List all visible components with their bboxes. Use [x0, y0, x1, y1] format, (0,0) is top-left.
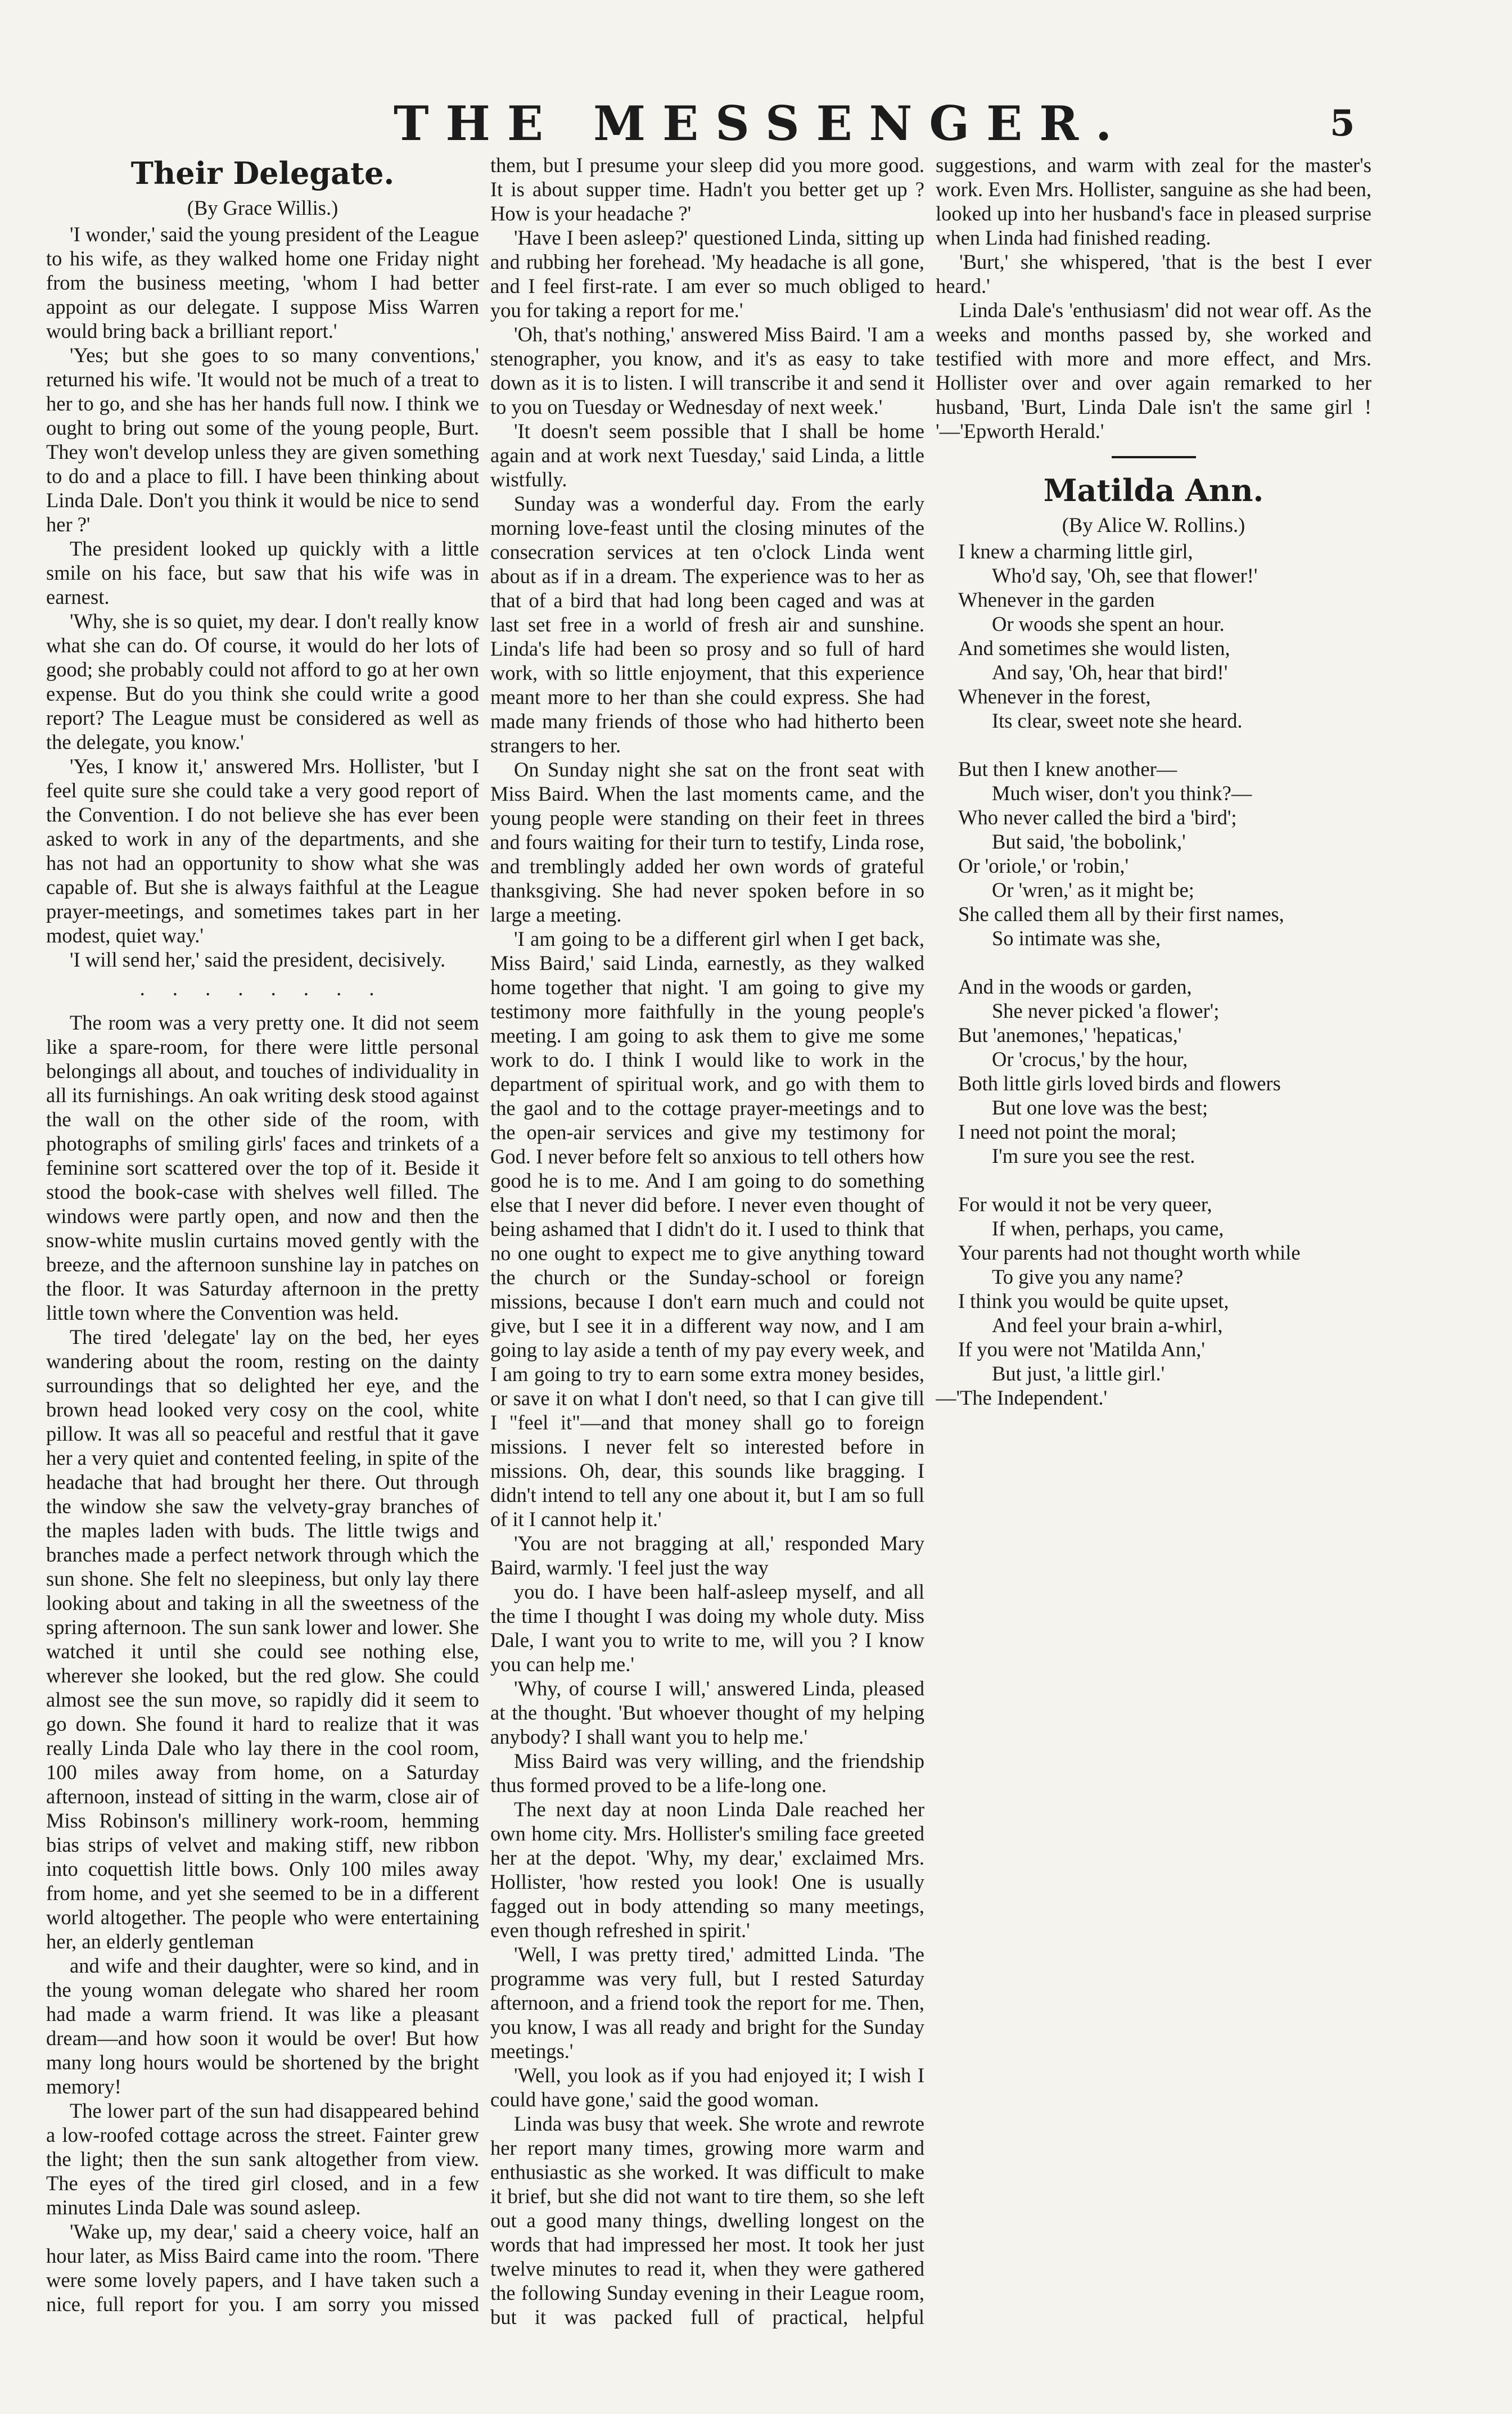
poem-line: Whenever in the forest, [958, 685, 1151, 708]
paragraph: The room was a very pretty one. It did not seem like a spare-room, for there were little personal belongings all about, and touches of individuality in all its furnishings. An oak writing desk stood against the wall on the other side of the room, with photographs of smiling girls' faces and trinkets of a feminine sort scattered over the top of it. Beside it stood the book-case with shelves well filled. The windows were partly open, and now and then the snow-white muslin curtains moved gently with the breeze, and the afternoon sunshine lay in patches on the floor. It was Saturday afternoon in the pretty little town where the Convention was held. [46, 1011, 479, 1324]
column-2 [490, 153, 924, 2335]
column-1 [46, 153, 479, 2335]
poem-line: Or 'wren,' as it might be; [992, 878, 1194, 901]
paragraph: 'Yes; but she goes to so many conventions,' returned his wife. 'It would not be much of a treat to her to go, and she has her hands full now. I think we ought to bring out some of the young people, Burt. They won't develop unless they are given something to do and a place to fill. I have been thinking about Linda Dale. Don't you think it would be nice to send her ?' [46, 344, 479, 536]
paragraph: Linda Dale's 'enthusiasm' did not wear off. As the weeks and months passed by, she worked and testified with more and more effect, and Mrs. Hollister over and over again remarked to her husband, 'Burt, Linda Dale isn't the same girl ! '—'Epworth Herald.' [936, 299, 1371, 443]
poem-line: And say, 'Oh, hear that bird!' [992, 661, 1228, 684]
poem-line: But 'anemones,' 'hepaticas,' [958, 1023, 1182, 1046]
paragraph: 'Well, I was pretty tired,' admitted Linda. 'The programme was very full, but I rested Saturday afternoon, and a friend took the report for me. Then, you know, I was all ready and bright for the Sunday meetings.' [490, 1943, 924, 2063]
paragraph: The lower part of the sun had disappeared behind a low-roofed cottage across the street. Fainter grew the light; then the sun sank altogether from view. The eyes of the tired girl closed, and in a few minutes Linda Dale was sound asleep. [46, 2099, 479, 2219]
poem-line: Its clear, sweet note she heard. [992, 709, 1243, 732]
paragraph: and wife and their daughter, were so kind, and in the young woman delegate who shared her room had made a warm friend. It was like a pleasant dream—and how soon it would be over! But how many long hours would be shortened by the bright memory! [46, 1954, 479, 2098]
poem-stanza [936, 757, 1371, 950]
paragraph: 'I am going to be a different girl when I get back, Miss Baird,' said Linda, earnestly, as they walked home together that night. 'I am going to give my testimony more faithfully in the young people's meeting. I am going to ask them to give me some work to do. I think I would like to work in the department of spiritual work, and go with them to the gaol and to the cottage prayer-meetings and to the open-air services and give my testimony for God. I never before felt so anxious to tell others how good he is to me. And I am going to do something else that I never did before. I never even thought of being ashamed that I didn't do it. I used to think that no one ought to expect me to give anything toward the church or the Sunday-school or foreign missions, because I don't earn much and could not give, but I see it in a different way now, and I am going to lay aside a tenth of my pay every week, and I am going to try to earn some extra money besides, or save it on what I don't need, so that I can give till I "feel it"—and that money shall go to foreign missions. I never felt so interested before in missions. Oh, dear, this sounds like bragging. I didn't intend to tell any one about it, but I am so full of it I cannot help it.' [490, 927, 924, 1531]
poem-line: And in the woods or garden, [958, 975, 1192, 998]
poem-line: Or 'oriole,' or 'robin,' [958, 854, 1129, 877]
poem-line: So intimate was she, [992, 927, 1161, 950]
poem-line: She called them all by their first names, [958, 903, 1284, 926]
poem-stanza [936, 539, 1371, 733]
poem-line: And sometimes she would listen, [958, 637, 1230, 660]
poem-line: If you were not 'Matilda Ann,' [958, 1338, 1205, 1361]
paragraph: 'Have I been asleep?' questioned Linda, sitting up and rubbing her forehead. 'My headache is all gone, and I feel first-rate. I am ever so much obliged to you for taking a report for me.' [490, 226, 924, 322]
poem-line: Whenever in the garden [958, 588, 1155, 611]
poem-line: But said, 'the bobolink,' [992, 830, 1186, 853]
poem-byline: (By Alice W. Rollins.) [1062, 513, 1245, 536]
poem-line: Or 'crocus,' by the hour, [992, 1048, 1188, 1071]
poem-line: If when, perhaps, you came, [992, 1217, 1224, 1240]
paragraph: Miss Baird was very willing, and the friendship thus formed proved to be a life-long one. [490, 1749, 924, 1797]
paragraph: The president looked up quickly with a little smile on his face, but saw that his wife was in earnest. [46, 537, 479, 608]
paragraph: Linda was busy that week. She wrote and rewrote her report many times, growing more warm and enthusiastic as she worked. It was difficult to make it brief, but she did not want to tire them, so she left out a good many things, dwelling longest on the words that had impressed her most. It took her just twelve minutes to read it, when they were gathered the following Sunday evening in their League room, but it was packed full of practical, helpful [490, 2112, 924, 2329]
paragraph: 'Well, you look as if you had enjoyed it; I wish I could have gone,' said the good woman. [490, 2064, 924, 2111]
article-byline: (By Grace Willis.) [187, 196, 338, 219]
poem-title: Matilda Ann. [1043, 472, 1264, 508]
paragraph: The tired 'delegate' lay on the bed, her eyes wandering about the room, resting on the dainty surroundings that so delighted her eye, and the brown head looked very cosy on the cool, white pillow. It was all so peaceful and restful that it gave her a very quiet and contented feeling, in spite of the headache that had brought her there. Out through the window she saw the velvety-gray branches of the maples laden with buds. The little twigs and branches made a perfect network through which the sun shone. She felt no sleepiness, but only lay there looking about and taking in all the sweetness of the spring afternoon. The sun sank lower and lower. She watched it until she could see nothing else, wherever she looked, but the red glow. She could almost see the sun move, so rapidly did it seem to go down. She found it hard to realize that it was really Linda Dale who lay there in the cool room, 100 miles away from home, on a Saturday afternoon, instead of sitting in the warm, close air of Miss Robinson's millinery work-room, hemming bias strips of velvet and making stiff, new ribbon into coquettish little bows. Only 100 miles away from home, and yet she seemed to be in a different world altogether. The people who were entertaining her, an elderly gentleman [46, 1325, 479, 1953]
paragraph: 'It doesn't seem possible that I shall be home again and at work next Tuesday,' said Linda, a little wistfully. [490, 419, 924, 491]
poem-line: She never picked 'a flower'; [992, 999, 1220, 1022]
paragraph: 'Why, of course I will,' answered Linda, pleased at the thought. 'But whoever thought of my helping anybody? I shall want you to help me.' [490, 1677, 924, 1748]
page-number: 5 [1330, 102, 1355, 145]
poem-line: I'm sure you see the rest. [992, 1144, 1195, 1167]
paragraph: 'Oh, that's nothing,' answered Miss Baird. 'I am a stenographer, you know, and it's as easy to take down as it is to listen. I will transcribe it and send it to you on Tuesday or Wednesday of next week.' [490, 323, 924, 418]
paragraph: Sunday was a wonderful day. From the early morning love-feast until the closing minutes of the consecration services at ten o'clock Linda went about as if in a dream. The experience was to her as that of a bird that had long been caged and was at last set free in a world of fresh air and sunshine. Linda's life had been so prosy and so full of hard work, with so little enjoyment, that this experience meant more to her than she could express. She had made many friends of those who had hitherto been strangers to her. [490, 492, 924, 757]
paragraph-continued: suggestions, and warm with zeal for the master's work. Even Mrs. Hollister, sanguine as she had been, looked up into her husband's face in pleased surprise when Linda had finished reading. [936, 154, 1371, 249]
section-break: . . . . . . . . [139, 977, 386, 1000]
paragraph: 'Why, she is so quiet, my dear. I don't really know what she can do. Of course, it would do her lots of good; she probably could not afford to go at her own expense. But do you think she could write a good report? The League must be considered as well as the delegate, you know.' [46, 610, 479, 753]
masthead [0, 90, 1512, 157]
poem-line: Who never called the bird a 'bird'; [958, 806, 1237, 829]
poem-line: I need not point the moral; [958, 1120, 1177, 1143]
paragraph-continued: them, but I presume your sleep did you more good. It is about supper time. Hadn't you better get up ? How is your headache ?' [490, 154, 924, 225]
poem-line: For would it not be very queer, [958, 1193, 1212, 1216]
poem-line: Both little girls loved birds and flowers [958, 1072, 1281, 1095]
paragraph: 'Burt,' she whispered, 'that is the best I ever heard.' [936, 250, 1371, 297]
poem-attribution: —'The Independent.' [936, 1386, 1108, 1409]
paragraph: 'I wonder,' said the young president of the League to his wife, as they walked home one Friday night from the business meeting, 'whom I had better appoint as our delegate. I suppose Miss Warren would bring back a brilliant report.' [46, 223, 479, 342]
paragraph: 'Wake up, my dear,' said a cheery voice, half an hour later, as Miss Baird came into the room. 'There were some lovely papers, and I have taken such a nice, full report for you. I am sorry you missed [46, 2220, 479, 2316]
poem-stanza [936, 974, 1371, 1168]
paragraph: The next day at noon Linda Dale reached her own home city. Mrs. Hollister's smiling face greeted her at the depot. 'Why, my dear,' exclaimed Mrs. Hollister, 'how rested you look! One is usually fagged out in body attending so many meetings, even though refreshed in spirit.' [490, 1798, 924, 1942]
poem-line: Who'd say, 'Oh, see that flower!' [992, 564, 1258, 587]
poem-stanza [936, 1192, 1371, 1386]
poem-line: I think you would be quite upset, [958, 1289, 1229, 1312]
poem-line: To give you any name? [992, 1265, 1184, 1288]
paragraph: 'You are not bragging at all,' responded Mary Baird, warmly. 'I feel just the way [490, 1532, 924, 1579]
poem-line: But one love was the best; [992, 1096, 1208, 1119]
paragraph: 'Yes, I know it,' answered Mrs. Hollister, 'but I feel quite sure she could take a very good report of the Convention. I do not believe she has ever been asked to work in any of the departments, and she has not had an opportunity to show what she was capable of. But she is always faithful at the League prayer-meetings, and sometimes takes part in her modest, quiet way.' [46, 755, 479, 947]
poem-line: But just, 'a little girl.' [992, 1362, 1165, 1385]
separator-rule [1112, 456, 1196, 458]
poem-line: Your parents had not thought worth while [958, 1241, 1301, 1264]
article-title: Their Delegate. [130, 155, 395, 191]
column-3 [936, 153, 1371, 2335]
paragraph: On Sunday night she sat on the front seat with Miss Baird. When the last moments came, and the young people were standing on their feet in threes and fours waiting for their turn to testify, Linda rose, and tremblingly added her own words of grateful thanksgiving. She had never spoken before in so large a meeting. [490, 758, 924, 926]
poem-line: Much wiser, don't you think?— [992, 782, 1252, 805]
paragraph: you do. I have been half-asleep myself, and all the time I thought I was doing my whole duty. Miss Dale, I want you to write to me, will you ? I know you can help me.' [490, 1580, 924, 1676]
poem-line: And feel your brain a-whirl, [992, 1314, 1223, 1337]
poem-line: Or woods she spent an hour. [992, 612, 1225, 635]
newspaper-title: THE MESSENGER. [394, 96, 1129, 151]
poem-line: But then I knew another— [958, 757, 1177, 780]
poem-line: I knew a charming little girl, [958, 540, 1193, 563]
article-separator [936, 446, 1371, 463]
paragraph: 'I will send her,' said the president, decisively. [70, 948, 446, 971]
